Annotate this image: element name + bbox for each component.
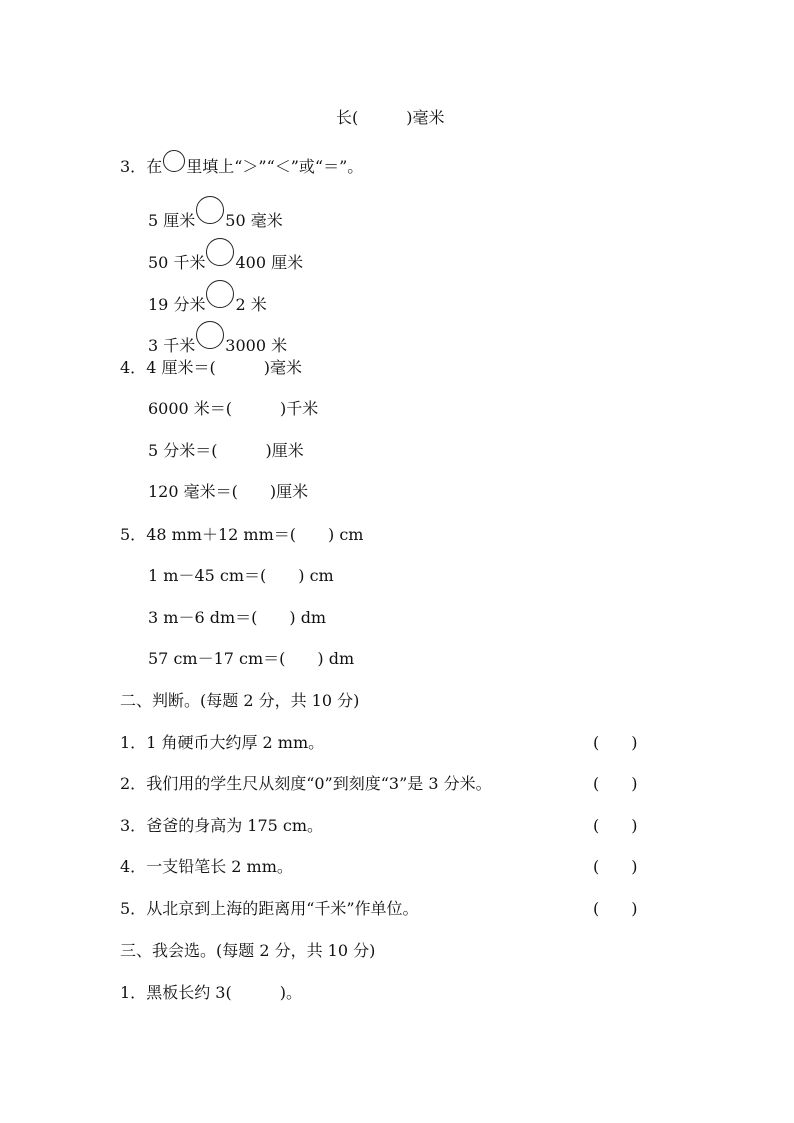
compare-circle-input[interactable] [206,280,234,308]
fill-blank-item[interactable]: 5 分米＝( )厘米 [148,441,304,460]
question-4 [120,358,302,378]
fill-blank-item[interactable]: 1 m－45 cm＝( ) cm [148,566,334,585]
answer-parentheses[interactable]: ( ) [593,816,638,835]
judge-item: 1．1 角硬币大约厚 2 mm。 [120,733,325,752]
compare-item: 19 分米 2 米 [148,280,267,315]
section-title: 三、我会选。(每题 2 分，共 10 分) [120,941,376,960]
question-3-post: 里填上“＞”“＜”或“＝”。 [186,157,364,176]
question-5 [120,525,363,545]
fill-blank-item[interactable]: 6000 米＝( )千米 [148,399,319,418]
answer-parentheses[interactable]: ( ) [593,733,638,752]
fill-blank-item[interactable]: 3 m－6 dm＝( ) dm [148,608,327,627]
compare-item: 3 千米 3000 米 [148,321,287,356]
question-3-pre: 在 [146,157,163,176]
answer-parentheses[interactable]: ( ) [593,899,638,918]
choice-item: 1．黑板长约 3( )。 [120,983,302,1002]
compare-circle-input[interactable] [196,196,224,224]
question-number: 4． [120,358,147,377]
judge-item: 3．爸爸的身高为 175 cm。 [120,816,324,835]
judge-item: 2．我们用的学生尺从刻度“0”到刻度“3”是 3 分米。 [120,774,492,793]
fill-blank-item[interactable]: 120 毫米＝( )厘米 [148,482,309,501]
judge-item: 5．从北京到上海的距离用“千米”作单位。 [120,899,419,918]
fill-blank-item[interactable]: 57 cm－17 cm＝( ) dm [148,649,355,668]
question-number: 5． [120,525,147,544]
top-line: 长( )毫米 [336,108,445,127]
fill-blank-item[interactable]: 4 厘米＝( )毫米 [146,358,302,377]
blank-circle-icon [163,150,185,172]
answer-parentheses[interactable]: ( ) [593,774,638,793]
compare-item: 5 厘米 50 毫米 [148,196,283,231]
fill-blank-item[interactable]: 48 mm＋12 mm＝( ) cm [146,525,364,544]
question-3 [120,150,363,177]
compare-circle-input[interactable] [206,238,234,266]
fill-blank-item[interactable]: 黑板长约 3( )。 [146,983,302,1002]
question-number: 3． [120,157,147,176]
answer-parentheses[interactable]: ( ) [593,857,638,876]
compare-item: 50 千米 400 厘米 [148,238,303,273]
section-title: 二、判断。(每题 2 分，共 10 分) [120,691,360,710]
judge-item: 4．一支铅笔长 2 mm。 [120,857,293,876]
compare-circle-input[interactable] [196,321,224,349]
